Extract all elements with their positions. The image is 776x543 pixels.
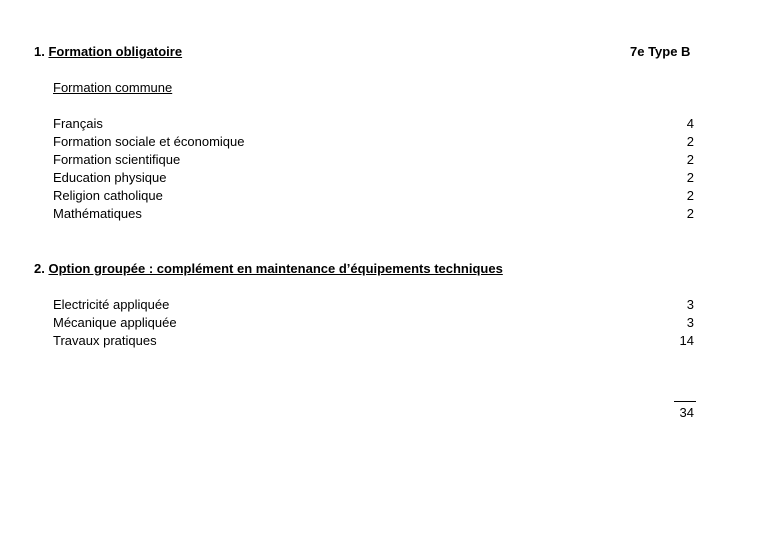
section1-title: Formation obligatoire	[48, 44, 183, 59]
course-name: Formation scientifique	[53, 152, 181, 167]
course-hours: 2	[686, 170, 694, 185]
course-hours: 14	[679, 333, 694, 348]
subheading-formation-commune: Formation commune	[53, 80, 173, 95]
course-name: Mathématiques	[53, 206, 142, 221]
course-hours: 3	[686, 297, 694, 312]
course-name: Mécanique appliquée	[53, 315, 177, 330]
section2-title: Option groupée : complément en maintenance d’équipements techniques	[48, 261, 503, 276]
section2-heading	[34, 260, 503, 278]
course-name: Electricité appliquée	[53, 297, 170, 312]
course-name: Travaux pratiques	[53, 333, 157, 348]
section2-number: 2.	[34, 261, 45, 276]
course-name: Français	[53, 116, 103, 131]
type-label: 7e Type B	[630, 44, 691, 59]
course-hours: 2	[686, 188, 694, 203]
course-hours: 2	[686, 152, 694, 167]
course-name: Formation sociale et économique	[53, 134, 245, 149]
course-hours: 3	[686, 315, 694, 330]
total-divider	[674, 401, 696, 402]
course-name: Religion catholique	[53, 188, 163, 203]
course-hours: 2	[686, 134, 694, 149]
total-hours: 34	[679, 405, 694, 420]
section1-heading	[34, 43, 182, 61]
course-hours: 4	[686, 116, 694, 131]
section1-number: 1.	[34, 44, 45, 59]
course-name: Education physique	[53, 170, 167, 185]
course-hours: 2	[686, 206, 694, 221]
